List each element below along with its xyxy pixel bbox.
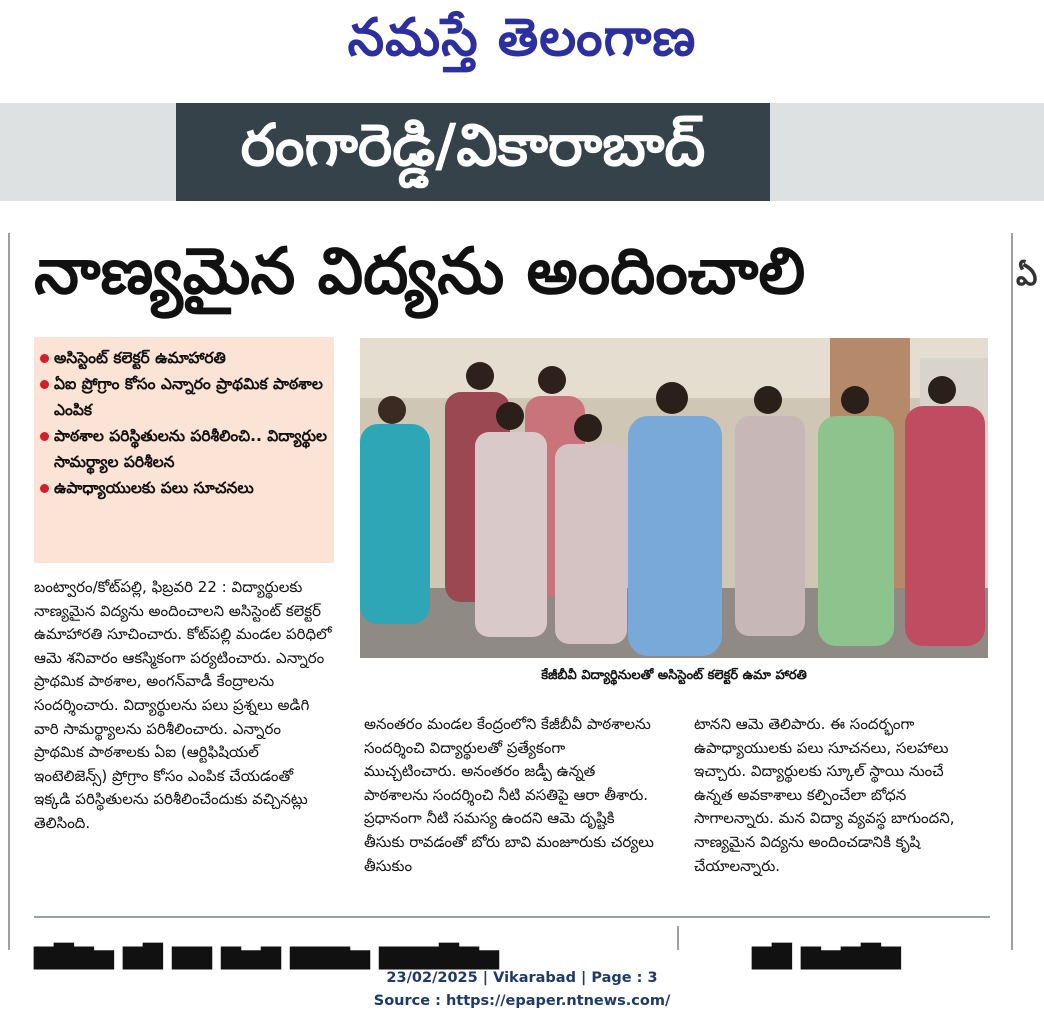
- article-bottom-rule: [34, 916, 990, 918]
- next-article-headline-fragment-2: ▆▇ ▆▅▆▇▆: [752, 940, 902, 970]
- highlight-item: పాఠశాల పరిస్థితులను పరిశీలించి.. విద్యార్థుల సామర్థ్యాల పరిశీలన: [40, 423, 328, 475]
- photo-caption: కేజీబీవీ విద్యార్థినులతో అసిస్టెంట్ కలెక్టర్ ఉమా హారతి: [541, 668, 807, 683]
- right-column-rule: [1011, 233, 1013, 950]
- bullet-icon: [40, 380, 49, 389]
- article-headline: నాణ్యమైన విద్యను అందించాలి: [34, 235, 806, 309]
- next-article-headline-fragment: ▆▇▆▅ ▆▇ ▆▆ ▆▅▆ ▆▆▆▅ ▆▆▆▇▆▅: [34, 940, 500, 970]
- masthead: [0, 0, 1044, 100]
- newspaper-logo: నమస్తే తెలంగాణ: [347, 8, 697, 68]
- highlight-item: ఉపాధ్యాయులకు పలు సూచనలు: [40, 475, 328, 501]
- article-body-column-1: బంట్వారం/కోట్‌పల్లి, ఫిబ్రవరి 22 : విద్యార్థులకు నాణ్యమైన విద్యను అందించాలని అసిస్టెంట్ కలెక్టర్ ఉమాహారతి సూచించారు. కోట్‌పల్లి మండల పరిధిలో ఆమె శనివారం ఆకస్మికంగా పర్యటించారు. ఎన్నారం ప్రాథమిక పాఠశాల, అంగన్‌వాడీ కేంద్రాలను సందర్శించారు. విద్యార్థులను పలు ప్రశ్నలు అడిగి వారి సామర్థ్యాలను పరిశీలించారు. ఎన్నారం ప్రాథమిక పాఠశాలకు ఏఐ (ఆర్టిఫిషియల్ ఇంటెలిజెన్స్) ప్రోగ్రాం కోసం ఎంపిక చేయడంతో ఇక్కడి పరిస్థితులను పరిశీలించేందుకు వచ్చినట్లు తెలిసింది.: [34, 578, 332, 832]
- footer-source: Source : https://epaper.ntnews.com/: [373, 993, 671, 1009]
- group-photo-illustration: [360, 338, 988, 658]
- left-column-rule: [8, 233, 10, 950]
- section-banner: [0, 103, 1044, 201]
- section-banner-dark: [176, 103, 770, 201]
- article-body-column-3: టానని ఆమె తెలిపారు. ఈ సందర్భంగా ఉపాధ్యాయులకు పలు సూచనలు, సలహాలు ఇచ్చారు. విద్యార్థులకు స్కూల్ స్థాయి నుంచే ఉన్నత అవకాశాలు కల్పించేలా బోధన సాగాలన్నారు. మన విద్యా వ్యవస్థ బాగుందని, నాణ్యమైన విద్యను అందించడానికి కృషి చేయాలన్నారు.: [694, 715, 955, 875]
- bullet-icon: [40, 432, 49, 441]
- section-name: రంగారెడ్డి/వికారాబాద్: [240, 111, 706, 179]
- article-body-column-2: అనంతరం మండల కేంద్రంలోని కేజీబీవీ పాఠశాలను సందర్శించి విద్యార్థులతో ప్రత్యేకంగా ముచ్చటించారు. అనంతరం జడ్పీ ఉన్నత పాఠశాలను సందర్శించి నీటి వసతిపై ఆరా తీశారు. ప్రధానంగా నీటి సమస్య ఉందని ఆమె దృష్టికి తీసుకు రావడంతో బోరు బావి మంజూరుకు చర్యలు తీసుకుం: [364, 715, 654, 875]
- bottom-divider-rule: [677, 926, 679, 950]
- highlight-item: ఏఐ ప్రోగ్రాం కోసం ఎన్నారం ప్రాథమిక పాఠశాల ఎంపిక: [40, 371, 328, 423]
- highlight-item: అసిస్టెంట్ కలెక్టర్ ఉమాహారతి: [40, 345, 328, 371]
- article-photo: [360, 338, 988, 658]
- highlights-box: [34, 337, 334, 563]
- bullet-icon: [40, 354, 49, 363]
- bullet-icon: [40, 484, 49, 493]
- footer-date-page: 23/02/2025 | Vikarabad | Page : 3: [386, 970, 658, 986]
- adjacent-article-fragment: ఏ: [1016, 258, 1038, 293]
